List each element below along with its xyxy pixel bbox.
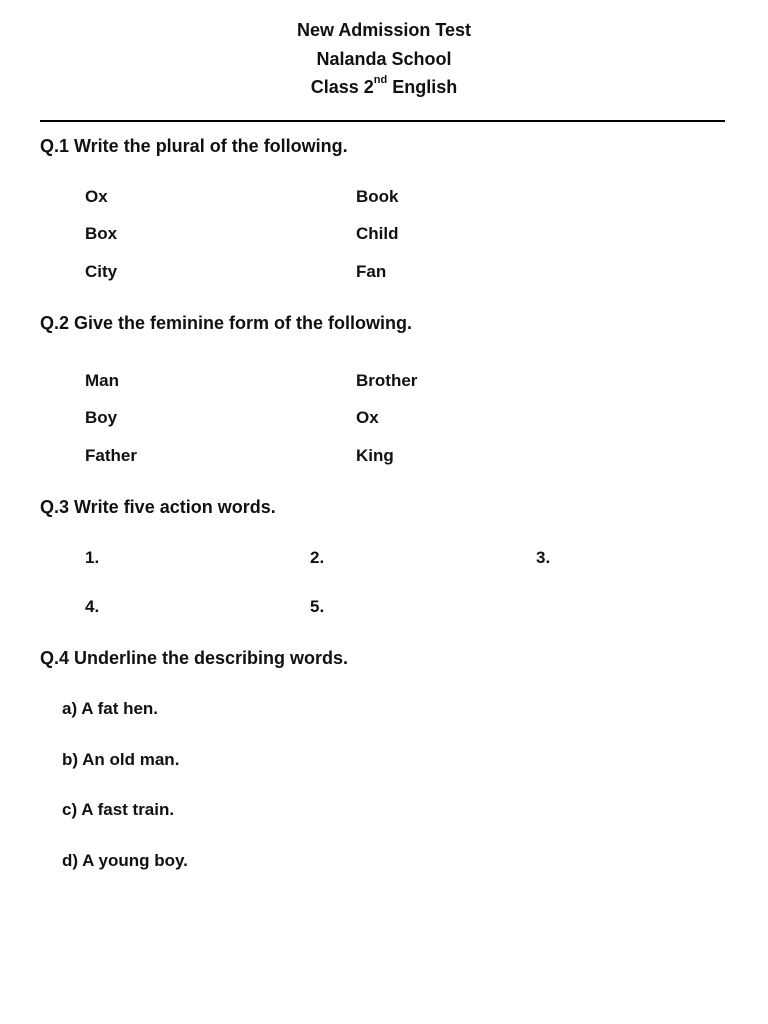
q2-left-item: Boy <box>85 408 118 427</box>
q1-left-item: Box <box>85 224 118 243</box>
q2-left-item: Father <box>85 446 137 465</box>
q2-left-item: Man <box>85 371 119 390</box>
class-subject <box>0 74 768 98</box>
action-word-number: 1. <box>85 548 100 567</box>
question-3-title: Q.3 Write five action words. <box>40 497 276 517</box>
class-prefix: Class 2 <box>310 77 374 97</box>
q2-right-item: Brother <box>356 371 418 390</box>
question-1-title: Q.1 Write the plural of the following. <box>40 136 348 156</box>
class-superscript: nd <box>373 74 388 86</box>
q1-left-item: City <box>85 262 118 281</box>
describing-sentence: b) An old man. <box>62 750 180 769</box>
question-2-title: Q.2 Give the feminine form of the following. <box>40 313 413 333</box>
describing-sentence: a) A fat hen. <box>62 699 159 718</box>
action-word-number: 3. <box>536 548 551 567</box>
question-4-title: Q.4 Underline the describing words. <box>40 648 349 668</box>
school-name: Nalanda School <box>316 49 452 69</box>
q2-right-item: Ox <box>356 408 379 427</box>
q1-right-item: Fan <box>356 262 387 281</box>
describing-sentence: d) A young boy. <box>62 851 188 870</box>
q2-right-item: King <box>356 446 394 465</box>
action-word-number: 2. <box>310 548 325 567</box>
q1-right-item: Book <box>356 187 399 206</box>
action-word-number: 4. <box>85 597 100 616</box>
class-suffix: English <box>387 77 458 97</box>
q1-left-item: Ox <box>85 187 108 206</box>
describing-sentence: c) A fast train. <box>62 800 175 819</box>
q1-right-item: Child <box>356 224 399 243</box>
action-word-number: 5. <box>310 597 325 616</box>
test-title: New Admission Test <box>296 20 472 40</box>
header-divider <box>40 120 725 122</box>
